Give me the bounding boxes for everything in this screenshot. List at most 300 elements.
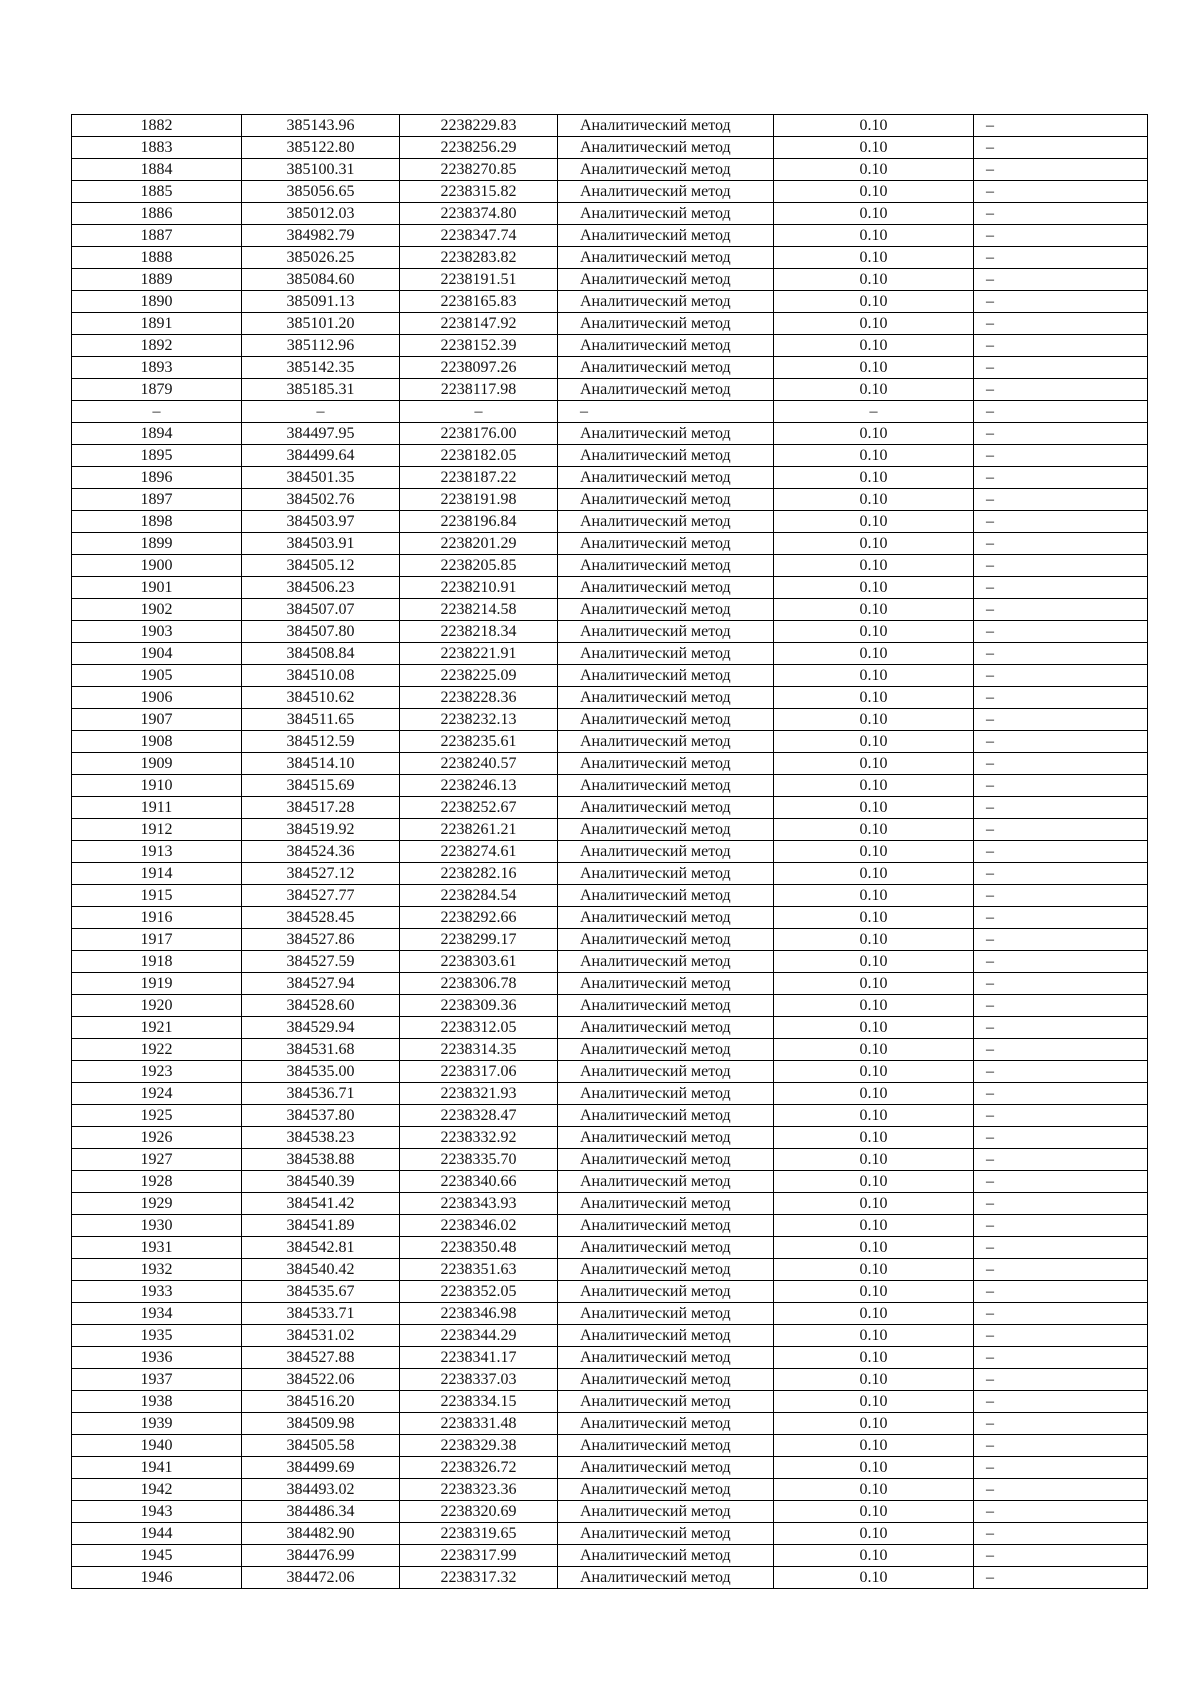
point-number-cell: 1901	[72, 577, 242, 599]
accuracy-cell: 0.10	[774, 929, 974, 951]
point-number-cell: 1929	[72, 1193, 242, 1215]
x-coordinate-cell: 384541.89	[242, 1215, 400, 1237]
y-coordinate-cell: 2238205.85	[400, 555, 558, 577]
point-number-cell: 1912	[72, 819, 242, 841]
accuracy-cell: 0.10	[774, 203, 974, 225]
table-row	[72, 907, 1148, 929]
accuracy-cell: 0.10	[774, 1127, 974, 1149]
y-coordinate-cell: 2238326.72	[400, 1457, 558, 1479]
y-coordinate-cell: 2238306.78	[400, 973, 558, 995]
x-coordinate-cell: 384511.65	[242, 709, 400, 731]
point-number-cell: 1898	[72, 511, 242, 533]
x-coordinate-cell: 384527.59	[242, 951, 400, 973]
x-coordinate-cell: 384527.86	[242, 929, 400, 951]
point-number-cell: 1909	[72, 753, 242, 775]
y-coordinate-cell: 2238282.16	[400, 863, 558, 885]
note-cell: –	[974, 731, 1148, 753]
method-cell: Аналитический метод	[558, 269, 774, 291]
x-coordinate-cell: 384472.06	[242, 1567, 400, 1589]
note-cell: –	[974, 1325, 1148, 1347]
method-cell: Аналитический метод	[558, 247, 774, 269]
table-row	[72, 467, 1148, 489]
method-cell: Аналитический метод	[558, 885, 774, 907]
method-cell: Аналитический метод	[558, 665, 774, 687]
y-coordinate-cell: 2238182.05	[400, 445, 558, 467]
note-cell: –	[974, 1281, 1148, 1303]
method-cell: Аналитический метод	[558, 1479, 774, 1501]
note-cell: –	[974, 269, 1148, 291]
x-coordinate-cell: 384542.81	[242, 1237, 400, 1259]
table-row	[72, 1061, 1148, 1083]
accuracy-cell: 0.10	[774, 1457, 974, 1479]
method-cell: Аналитический метод	[558, 445, 774, 467]
accuracy-cell: 0.10	[774, 423, 974, 445]
table-row	[72, 1391, 1148, 1413]
y-coordinate-cell: 2238331.48	[400, 1413, 558, 1435]
accuracy-cell: 0.10	[774, 1325, 974, 1347]
coordinates-table	[71, 114, 1148, 1589]
note-cell: –	[974, 841, 1148, 863]
table-row	[72, 1171, 1148, 1193]
point-number-cell: 1916	[72, 907, 242, 929]
method-cell: Аналитический метод	[558, 1325, 774, 1347]
note-cell: –	[974, 995, 1148, 1017]
method-cell: Аналитический метод	[558, 863, 774, 885]
point-number-cell: 1899	[72, 533, 242, 555]
accuracy-cell: 0.10	[774, 709, 974, 731]
point-number-cell: 1887	[72, 225, 242, 247]
x-coordinate-cell: 384522.06	[242, 1369, 400, 1391]
method-cell: Аналитический метод	[558, 159, 774, 181]
y-coordinate-cell: 2238117.98	[400, 379, 558, 401]
y-coordinate-cell: 2238097.26	[400, 357, 558, 379]
accuracy-cell: 0.10	[774, 797, 974, 819]
x-coordinate-cell: 385091.13	[242, 291, 400, 313]
accuracy-cell: 0.10	[774, 1347, 974, 1369]
note-cell: –	[974, 533, 1148, 555]
method-cell: Аналитический метод	[558, 1259, 774, 1281]
x-coordinate-cell: 384531.68	[242, 1039, 400, 1061]
table-row	[72, 181, 1148, 203]
table-row	[72, 1215, 1148, 1237]
y-coordinate-cell: 2238347.74	[400, 225, 558, 247]
accuracy-cell: 0.10	[774, 863, 974, 885]
y-coordinate-cell: 2238344.29	[400, 1325, 558, 1347]
x-coordinate-cell: 384514.10	[242, 753, 400, 775]
y-coordinate-cell: –	[400, 401, 558, 423]
accuracy-cell: 0.10	[774, 995, 974, 1017]
y-coordinate-cell: 2238214.58	[400, 599, 558, 621]
accuracy-cell: 0.10	[774, 555, 974, 577]
table-row	[72, 159, 1148, 181]
accuracy-cell: 0.10	[774, 577, 974, 599]
note-cell: –	[974, 511, 1148, 533]
note-cell: –	[974, 599, 1148, 621]
x-coordinate-cell: 384536.71	[242, 1083, 400, 1105]
y-coordinate-cell: 2238240.57	[400, 753, 558, 775]
point-number-cell: 1924	[72, 1083, 242, 1105]
method-cell: Аналитический метод	[558, 1347, 774, 1369]
accuracy-cell: 0.10	[774, 489, 974, 511]
x-coordinate-cell: 384527.12	[242, 863, 400, 885]
table-row	[72, 1347, 1148, 1369]
point-number-cell: 1879	[72, 379, 242, 401]
accuracy-cell: 0.10	[774, 599, 974, 621]
note-cell: –	[974, 709, 1148, 731]
accuracy-cell: 0.10	[774, 1215, 974, 1237]
method-cell: Аналитический метод	[558, 313, 774, 335]
accuracy-cell: 0.10	[774, 159, 974, 181]
table-row	[72, 533, 1148, 555]
y-coordinate-cell: 2238317.99	[400, 1545, 558, 1567]
table-row	[72, 1105, 1148, 1127]
point-number-cell: 1894	[72, 423, 242, 445]
table-row	[72, 1303, 1148, 1325]
point-number-cell: 1940	[72, 1435, 242, 1457]
point-number-cell: 1914	[72, 863, 242, 885]
note-cell: –	[974, 1171, 1148, 1193]
point-number-cell: 1932	[72, 1259, 242, 1281]
point-number-cell: 1946	[72, 1567, 242, 1589]
table-row	[72, 1039, 1148, 1061]
method-cell: Аналитический метод	[558, 599, 774, 621]
accuracy-cell: 0.10	[774, 731, 974, 753]
x-coordinate-cell: 384482.90	[242, 1523, 400, 1545]
table-row	[72, 1501, 1148, 1523]
x-coordinate-cell: 384529.94	[242, 1017, 400, 1039]
point-number-cell: 1884	[72, 159, 242, 181]
method-cell: Аналитический метод	[558, 995, 774, 1017]
method-cell: Аналитический метод	[558, 203, 774, 225]
method-cell: Аналитический метод	[558, 577, 774, 599]
point-number-cell: 1943	[72, 1501, 242, 1523]
accuracy-cell: 0.10	[774, 269, 974, 291]
y-coordinate-cell: 2238218.34	[400, 621, 558, 643]
table-row	[72, 709, 1148, 731]
table-row	[72, 247, 1148, 269]
table-row	[72, 863, 1148, 885]
accuracy-cell: 0.10	[774, 335, 974, 357]
y-coordinate-cell: 2238309.36	[400, 995, 558, 1017]
x-coordinate-cell: 384527.88	[242, 1347, 400, 1369]
y-coordinate-cell: 2238346.98	[400, 1303, 558, 1325]
point-number-cell: 1906	[72, 687, 242, 709]
point-number-cell: 1927	[72, 1149, 242, 1171]
table-row	[72, 1017, 1148, 1039]
note-cell: –	[974, 137, 1148, 159]
accuracy-cell: 0.10	[774, 885, 974, 907]
table-row	[72, 1259, 1148, 1281]
accuracy-cell: 0.10	[774, 973, 974, 995]
note-cell: –	[974, 313, 1148, 335]
point-number-cell: 1888	[72, 247, 242, 269]
x-coordinate-cell: –	[242, 401, 400, 423]
x-coordinate-cell: 384506.23	[242, 577, 400, 599]
x-coordinate-cell: 384535.00	[242, 1061, 400, 1083]
y-coordinate-cell: 2238152.39	[400, 335, 558, 357]
coordinates-table-body	[72, 115, 1148, 1589]
note-cell: –	[974, 1259, 1148, 1281]
y-coordinate-cell: 2238235.61	[400, 731, 558, 753]
x-coordinate-cell: 384516.20	[242, 1391, 400, 1413]
x-coordinate-cell: 385122.80	[242, 137, 400, 159]
x-coordinate-cell: 384512.59	[242, 731, 400, 753]
table-row	[72, 1193, 1148, 1215]
x-coordinate-cell: 384486.34	[242, 1501, 400, 1523]
accuracy-cell: 0.10	[774, 357, 974, 379]
table-row	[72, 1457, 1148, 1479]
point-number-cell: 1925	[72, 1105, 242, 1127]
note-cell: –	[974, 863, 1148, 885]
y-coordinate-cell: 2238176.00	[400, 423, 558, 445]
point-number-cell: 1933	[72, 1281, 242, 1303]
point-number-cell: 1930	[72, 1215, 242, 1237]
x-coordinate-cell: 385112.96	[242, 335, 400, 357]
accuracy-cell: 0.10	[774, 1039, 974, 1061]
y-coordinate-cell: 2238303.61	[400, 951, 558, 973]
y-coordinate-cell: 2238315.82	[400, 181, 558, 203]
note-cell: –	[974, 1413, 1148, 1435]
accuracy-cell: 0.10	[774, 1523, 974, 1545]
method-cell: Аналитический метод	[558, 291, 774, 313]
table-row	[72, 489, 1148, 511]
point-number-cell: 1934	[72, 1303, 242, 1325]
note-cell: –	[974, 1105, 1148, 1127]
y-coordinate-cell: 2238256.29	[400, 137, 558, 159]
note-cell: –	[974, 225, 1148, 247]
note-cell: –	[974, 1369, 1148, 1391]
note-cell: –	[974, 907, 1148, 929]
method-cell: Аналитический метод	[558, 1083, 774, 1105]
method-cell: Аналитический метод	[558, 797, 774, 819]
table-row	[72, 1435, 1148, 1457]
note-cell: –	[974, 401, 1148, 423]
y-coordinate-cell: 2238292.66	[400, 907, 558, 929]
note-cell: –	[974, 1347, 1148, 1369]
method-cell: Аналитический метод	[558, 423, 774, 445]
accuracy-cell: 0.10	[774, 1017, 974, 1039]
method-cell: Аналитический метод	[558, 1017, 774, 1039]
point-number-cell: 1917	[72, 929, 242, 951]
method-cell: Аналитический метод	[558, 379, 774, 401]
method-cell: Аналитический метод	[558, 775, 774, 797]
x-coordinate-cell: 385056.65	[242, 181, 400, 203]
x-coordinate-cell: 384528.45	[242, 907, 400, 929]
note-cell: –	[974, 687, 1148, 709]
point-number-cell: 1923	[72, 1061, 242, 1083]
accuracy-cell: 0.10	[774, 1193, 974, 1215]
table-row	[72, 731, 1148, 753]
table-row	[72, 885, 1148, 907]
table-row	[72, 841, 1148, 863]
x-coordinate-cell: 385142.35	[242, 357, 400, 379]
point-number-cell: 1919	[72, 973, 242, 995]
point-number-cell: 1897	[72, 489, 242, 511]
method-cell: Аналитический метод	[558, 1061, 774, 1083]
x-coordinate-cell: 384497.95	[242, 423, 400, 445]
note-cell: –	[974, 973, 1148, 995]
note-cell: –	[974, 1039, 1148, 1061]
table-row	[72, 665, 1148, 687]
y-coordinate-cell: 2238317.32	[400, 1567, 558, 1589]
note-cell: –	[974, 335, 1148, 357]
x-coordinate-cell: 385026.25	[242, 247, 400, 269]
point-number-cell: 1895	[72, 445, 242, 467]
y-coordinate-cell: 2238274.61	[400, 841, 558, 863]
accuracy-cell: 0.10	[774, 1061, 974, 1083]
x-coordinate-cell: 385185.31	[242, 379, 400, 401]
x-coordinate-cell: 385100.31	[242, 159, 400, 181]
note-cell: –	[974, 929, 1148, 951]
table-row	[72, 973, 1148, 995]
point-number-cell: 1910	[72, 775, 242, 797]
note-cell: –	[974, 819, 1148, 841]
point-number-cell: 1942	[72, 1479, 242, 1501]
x-coordinate-cell: 384509.98	[242, 1413, 400, 1435]
table-row	[72, 379, 1148, 401]
note-cell: –	[974, 1215, 1148, 1237]
note-cell: –	[974, 1457, 1148, 1479]
point-number-cell: 1926	[72, 1127, 242, 1149]
note-cell: –	[974, 445, 1148, 467]
point-number-cell: 1882	[72, 115, 242, 137]
accuracy-cell: 0.10	[774, 665, 974, 687]
table-row	[72, 137, 1148, 159]
x-coordinate-cell: 384538.88	[242, 1149, 400, 1171]
note-cell: –	[974, 203, 1148, 225]
accuracy-cell: 0.10	[774, 1149, 974, 1171]
method-cell: Аналитический метод	[558, 1281, 774, 1303]
x-coordinate-cell: 384528.60	[242, 995, 400, 1017]
y-coordinate-cell: 2238252.67	[400, 797, 558, 819]
note-cell: –	[974, 665, 1148, 687]
x-coordinate-cell: 384541.42	[242, 1193, 400, 1215]
x-coordinate-cell: 384537.80	[242, 1105, 400, 1127]
x-coordinate-cell: 384503.97	[242, 511, 400, 533]
accuracy-cell: 0.10	[774, 1259, 974, 1281]
accuracy-cell: 0.10	[774, 643, 974, 665]
x-coordinate-cell: 384501.35	[242, 467, 400, 489]
method-cell: Аналитический метод	[558, 181, 774, 203]
note-cell: –	[974, 797, 1148, 819]
note-cell: –	[974, 775, 1148, 797]
note-cell: –	[974, 951, 1148, 973]
x-coordinate-cell: 384982.79	[242, 225, 400, 247]
x-coordinate-cell: 385084.60	[242, 269, 400, 291]
method-cell: Аналитический метод	[558, 533, 774, 555]
point-number-cell: 1908	[72, 731, 242, 753]
y-coordinate-cell: 2238283.82	[400, 247, 558, 269]
method-cell: Аналитический метод	[558, 841, 774, 863]
y-coordinate-cell: 2238246.13	[400, 775, 558, 797]
y-coordinate-cell: 2238270.85	[400, 159, 558, 181]
accuracy-cell: 0.10	[774, 445, 974, 467]
method-cell: Аналитический метод	[558, 1391, 774, 1413]
table-row	[72, 687, 1148, 709]
point-number-cell: 1893	[72, 357, 242, 379]
note-cell: –	[974, 1303, 1148, 1325]
x-coordinate-cell: 384508.84	[242, 643, 400, 665]
table-row	[72, 1237, 1148, 1259]
method-cell: Аналитический метод	[558, 1369, 774, 1391]
y-coordinate-cell: 2238228.36	[400, 687, 558, 709]
x-coordinate-cell: 384510.62	[242, 687, 400, 709]
method-cell: Аналитический метод	[558, 1215, 774, 1237]
x-coordinate-cell: 384540.39	[242, 1171, 400, 1193]
x-coordinate-cell: 385101.20	[242, 313, 400, 335]
method-cell: Аналитический метод	[558, 1127, 774, 1149]
accuracy-cell: 0.10	[774, 467, 974, 489]
table-row	[72, 313, 1148, 335]
method-cell: Аналитический метод	[558, 973, 774, 995]
point-number-cell: 1896	[72, 467, 242, 489]
y-coordinate-cell: 2238314.35	[400, 1039, 558, 1061]
x-coordinate-cell: 384507.80	[242, 621, 400, 643]
y-coordinate-cell: 2238201.29	[400, 533, 558, 555]
point-number-cell: 1921	[72, 1017, 242, 1039]
y-coordinate-cell: 2238191.51	[400, 269, 558, 291]
note-cell: –	[974, 555, 1148, 577]
note-cell: –	[974, 1501, 1148, 1523]
y-coordinate-cell: 2238196.84	[400, 511, 558, 533]
x-coordinate-cell: 384533.71	[242, 1303, 400, 1325]
y-coordinate-cell: 2238335.70	[400, 1149, 558, 1171]
x-coordinate-cell: 384519.92	[242, 819, 400, 841]
method-cell: Аналитический метод	[558, 225, 774, 247]
y-coordinate-cell: 2238323.36	[400, 1479, 558, 1501]
table-row	[72, 1127, 1148, 1149]
point-number-cell: 1885	[72, 181, 242, 203]
method-cell: Аналитический метод	[558, 1149, 774, 1171]
y-coordinate-cell: 2238337.03	[400, 1369, 558, 1391]
table-row	[72, 797, 1148, 819]
point-number-cell: 1890	[72, 291, 242, 313]
method-cell: Аналитический метод	[558, 489, 774, 511]
accuracy-cell: 0.10	[774, 1171, 974, 1193]
point-number-cell: 1883	[72, 137, 242, 159]
y-coordinate-cell: 2238232.13	[400, 709, 558, 731]
method-cell: Аналитический метод	[558, 1435, 774, 1457]
accuracy-cell: –	[774, 401, 974, 423]
table-row	[72, 929, 1148, 951]
method-cell: –	[558, 401, 774, 423]
note-cell: –	[974, 357, 1148, 379]
point-number-cell: 1900	[72, 555, 242, 577]
point-number-cell: 1928	[72, 1171, 242, 1193]
point-number-cell: 1936	[72, 1347, 242, 1369]
accuracy-cell: 0.10	[774, 1501, 974, 1523]
x-coordinate-cell: 385012.03	[242, 203, 400, 225]
point-number-cell: 1945	[72, 1545, 242, 1567]
accuracy-cell: 0.10	[774, 1545, 974, 1567]
method-cell: Аналитический метод	[558, 1523, 774, 1545]
x-coordinate-cell: 384499.64	[242, 445, 400, 467]
y-coordinate-cell: 2238343.93	[400, 1193, 558, 1215]
table-row	[72, 599, 1148, 621]
table-row	[72, 1149, 1148, 1171]
y-coordinate-cell: 2238319.65	[400, 1523, 558, 1545]
table-row	[72, 291, 1148, 313]
y-coordinate-cell: 2238332.92	[400, 1127, 558, 1149]
method-cell: Аналитический метод	[558, 467, 774, 489]
table-row	[72, 1567, 1148, 1589]
note-cell: –	[974, 1061, 1148, 1083]
accuracy-cell: 0.10	[774, 1369, 974, 1391]
note-cell: –	[974, 1567, 1148, 1589]
table-row	[72, 1479, 1148, 1501]
point-number-cell: 1931	[72, 1237, 242, 1259]
table-row	[72, 335, 1148, 357]
